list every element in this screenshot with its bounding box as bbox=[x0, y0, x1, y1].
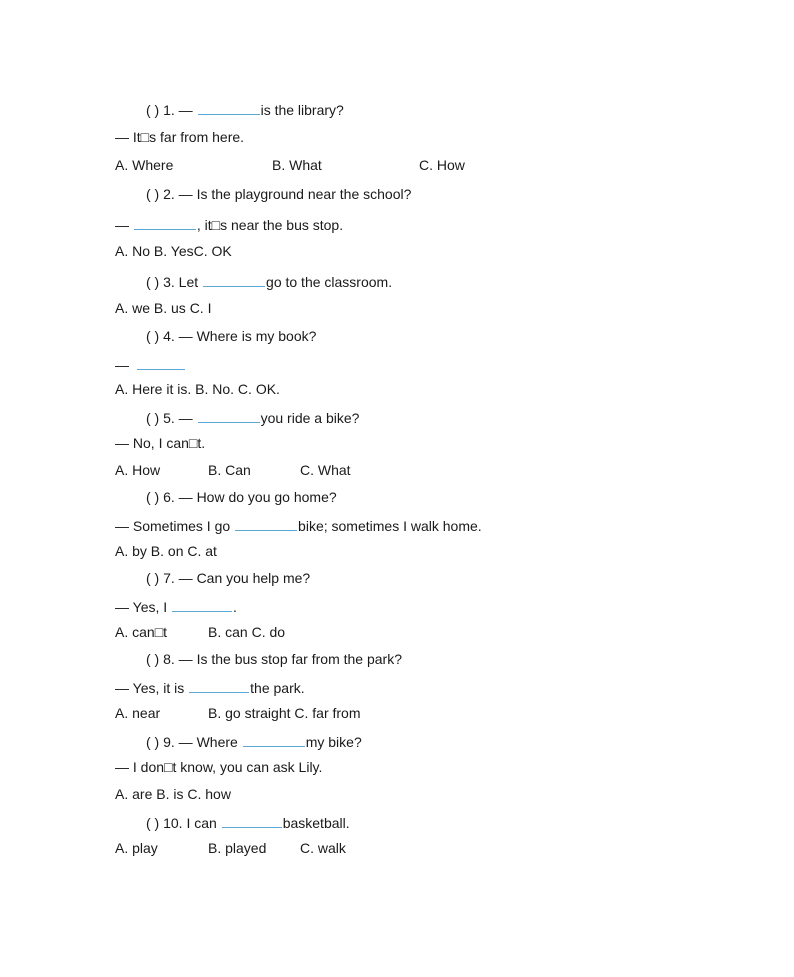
question-6-stem: ( ) 6. — How do you go home? bbox=[146, 489, 337, 505]
fill-blank[interactable] bbox=[189, 677, 249, 693]
question-2-answer: — , it□s near the bus stop. bbox=[115, 214, 343, 232]
fill-blank[interactable] bbox=[198, 99, 260, 115]
question-5-answer: — No, I can□t. bbox=[115, 435, 206, 451]
question-5-stem: ( ) 5. — you ride a bike? bbox=[146, 407, 359, 425]
question-10-stem: ( ) 10. I can basketball. bbox=[146, 812, 350, 830]
question-4-options: A. Here it is. B. No. C. OK. bbox=[115, 381, 280, 397]
answer-paren: ( ) bbox=[146, 734, 160, 750]
question-10-options bbox=[115, 839, 415, 857]
question-1-options bbox=[115, 156, 515, 174]
fill-blank[interactable] bbox=[172, 596, 232, 612]
fill-blank[interactable] bbox=[235, 515, 297, 531]
question-1-number: 1. — bbox=[163, 102, 193, 118]
option-a: A. play bbox=[115, 840, 158, 856]
fill-blank[interactable] bbox=[134, 214, 196, 230]
question-1-answer: — It□s far from here. bbox=[115, 129, 245, 145]
question-3-stem: ( ) 3. Let go to the classroom. bbox=[146, 271, 392, 289]
fill-blank[interactable] bbox=[222, 812, 282, 828]
option-b: B. Can bbox=[208, 462, 251, 478]
question-7-options bbox=[115, 623, 415, 641]
option-b: B. What bbox=[272, 157, 322, 173]
question-2-text: 2. — Is the playground near the school? bbox=[163, 186, 412, 202]
option-a: A. Where bbox=[115, 157, 174, 173]
option-a: A. near bbox=[115, 705, 161, 721]
question-9-options: A. are B. is C. how bbox=[115, 786, 231, 802]
option-bc: B. go straight C. far from bbox=[208, 705, 361, 721]
answer-paren: ( ) bbox=[146, 410, 160, 426]
option-c: C. How bbox=[419, 157, 465, 173]
question-5-options bbox=[115, 461, 415, 479]
answer-paren: ( ) bbox=[146, 489, 160, 505]
question-2-stem bbox=[146, 185, 411, 203]
answer-paren: ( ) bbox=[146, 570, 160, 586]
fill-blank[interactable] bbox=[243, 731, 305, 747]
question-4-answer: — bbox=[115, 354, 186, 372]
answer-paren: ( ) bbox=[146, 274, 160, 290]
fill-blank[interactable] bbox=[198, 407, 260, 423]
question-7-answer: — Yes, I . bbox=[115, 596, 237, 614]
question-8-options bbox=[115, 704, 475, 722]
answer-paren: ( ) bbox=[146, 651, 160, 667]
question-2-options: A. No B. YesC. OK bbox=[115, 243, 232, 259]
question-6-options: A. by B. on C. at bbox=[115, 543, 217, 559]
option-a: A. can□t bbox=[115, 624, 168, 640]
option-a: A. How bbox=[115, 462, 161, 478]
question-7-stem: ( ) 7. — Can you help me? bbox=[146, 570, 311, 586]
answer-paren: ( ) bbox=[146, 815, 160, 831]
question-8-stem: ( ) 8. — Is the bus stop far from the park? bbox=[146, 651, 402, 667]
question-8-answer: — Yes, it is the park. bbox=[115, 677, 305, 695]
option-c: C. What bbox=[300, 462, 351, 478]
fill-blank[interactable] bbox=[137, 354, 185, 370]
answer-paren: ( ) bbox=[146, 328, 160, 344]
answer-paren: ( ) bbox=[146, 186, 160, 202]
option-c: C. walk bbox=[300, 840, 346, 856]
option-bc: B. can C. do bbox=[208, 624, 286, 640]
fill-blank[interactable] bbox=[203, 271, 265, 287]
question-4-stem: ( ) 4. — Where is my book? bbox=[146, 328, 317, 344]
question-1-text: is the library? bbox=[260, 102, 344, 118]
question-9-stem: ( ) 9. — Where my bike? bbox=[146, 731, 362, 749]
question-1-stem bbox=[146, 99, 344, 117]
question-3-options: A. we B. us C. I bbox=[115, 300, 212, 316]
answer-paren: ( ) bbox=[146, 102, 160, 118]
question-9-answer: — I don□t know, you can ask Lily. bbox=[115, 759, 323, 775]
option-b: B. played bbox=[208, 840, 267, 856]
question-6-answer: — Sometimes I go bike; sometimes I walk home. bbox=[115, 515, 482, 533]
